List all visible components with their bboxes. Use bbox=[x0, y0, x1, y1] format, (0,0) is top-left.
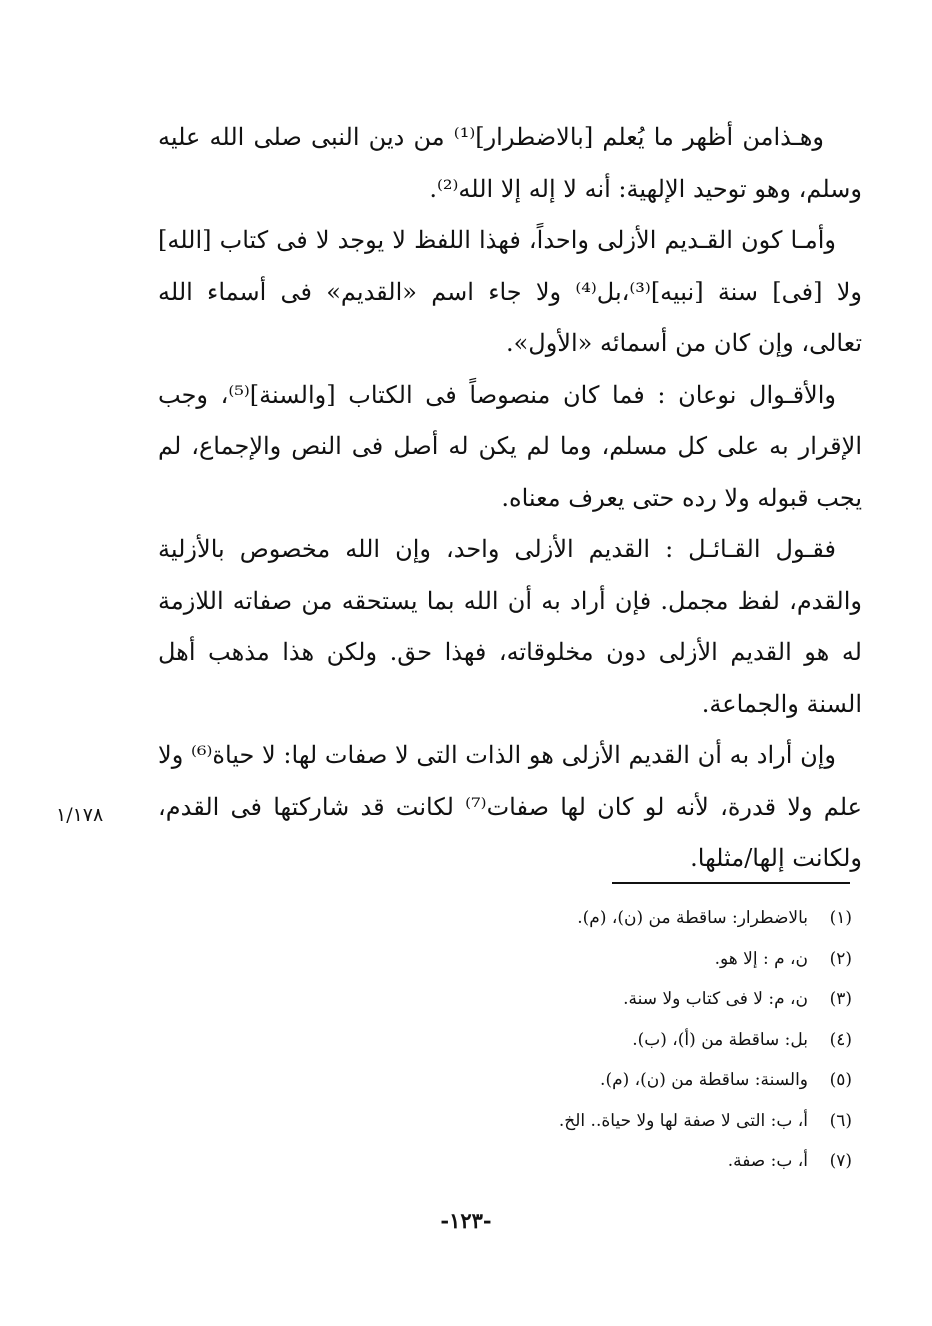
paragraph: وأمـا كون القـديم الأزلى واحداً، فهذا اللفظ لا يوجد لا فى كتاب [الله] ولا [فى] سنة [نبيه]⁽³⁾،بل⁽⁴⁾ ولا جاء اسم «القديم» فى أسماء الله تعالى، وإن كان من أسمائه «الأول». bbox=[158, 226, 862, 357]
footnotes bbox=[300, 898, 852, 1182]
paragraph: وهـذامن أظهر ما يُعلم [بالاضطرار]⁽¹⁾ من دين النبى صلى الله عليه وسلم، وهو توحيد الإلهية: أنه لا إله إلا الله⁽²⁾. bbox=[158, 123, 862, 203]
footnote bbox=[300, 1101, 852, 1142]
footnote-number: (٥) bbox=[829, 1070, 852, 1090]
paragraph: فقـول القـائـل : القديم الأزلى واحد، وإن الله مخصوص بالأزلية والقدم، لفظ مجمل. فإن أراد به أن الله بما يستحقه من صفاته اللازمة له هو القديم الأزلى دون مخلوقاته، فهذا حق. ولكن هذا مذهب أهل السنة والجماعة. bbox=[158, 535, 862, 718]
footnote bbox=[300, 1141, 852, 1182]
footnote-number: (٣) bbox=[829, 989, 852, 1009]
footnote-text: والسنة: ساقطة من (ن)، (م). bbox=[600, 1070, 808, 1090]
footnote-number: (٤) bbox=[829, 1029, 852, 1050]
footnote bbox=[300, 1060, 852, 1101]
footnote-text: بالاضطرار: ساقطة من (ن)، (م). bbox=[577, 908, 808, 928]
footnote-number: (٢) bbox=[829, 948, 852, 969]
footnote-number: (٦) bbox=[829, 1110, 852, 1131]
footnote-text: أ، ب: صفة. bbox=[727, 1151, 808, 1171]
footnote bbox=[300, 979, 852, 1020]
footnote bbox=[300, 1020, 852, 1061]
footnote bbox=[300, 898, 852, 939]
page-number: -١٢٣- bbox=[440, 1208, 492, 1233]
footnote-number: (١) bbox=[829, 908, 852, 928]
footnote-text: أ، ب: التى لا صفة لها ولا حياة.. الخ. bbox=[558, 1110, 808, 1131]
main-text bbox=[158, 112, 862, 885]
footnote-number: (٧) bbox=[829, 1151, 852, 1171]
footnote bbox=[300, 939, 852, 980]
footnote-text: بل: ساقطة من (أ)، (ب). bbox=[632, 1029, 808, 1050]
paragraph: والأقـوال نوعان : فما كان منصوصاً فى الكتاب [والسنة]⁽⁵⁾، وجب الإقرار به على كل مسلم، وما لم يكن له أصل فى النص والإجماع، لم يجب قبوله ولا رده حتى يعرف معناه. bbox=[158, 380, 862, 512]
footnote-text: ن، م : إلا هو. bbox=[714, 948, 808, 969]
footnote-text: ن، م: لا فى كتاب ولا سنة. bbox=[623, 989, 808, 1009]
paragraph: وإن أراد به أن القديم الأزلى هو الذات التى لا صفات لها: لا حياة⁽⁶⁾ ولا علم ولا قدرة، لأنه لو كان لها صفات⁽⁷⁾ لكانت قد شاركتها فى القدم، ولكانت إلها/مثلها. bbox=[158, 741, 863, 872]
margin-page-reference: ١/١٧٨ bbox=[56, 804, 104, 826]
footnote-divider bbox=[612, 882, 850, 884]
